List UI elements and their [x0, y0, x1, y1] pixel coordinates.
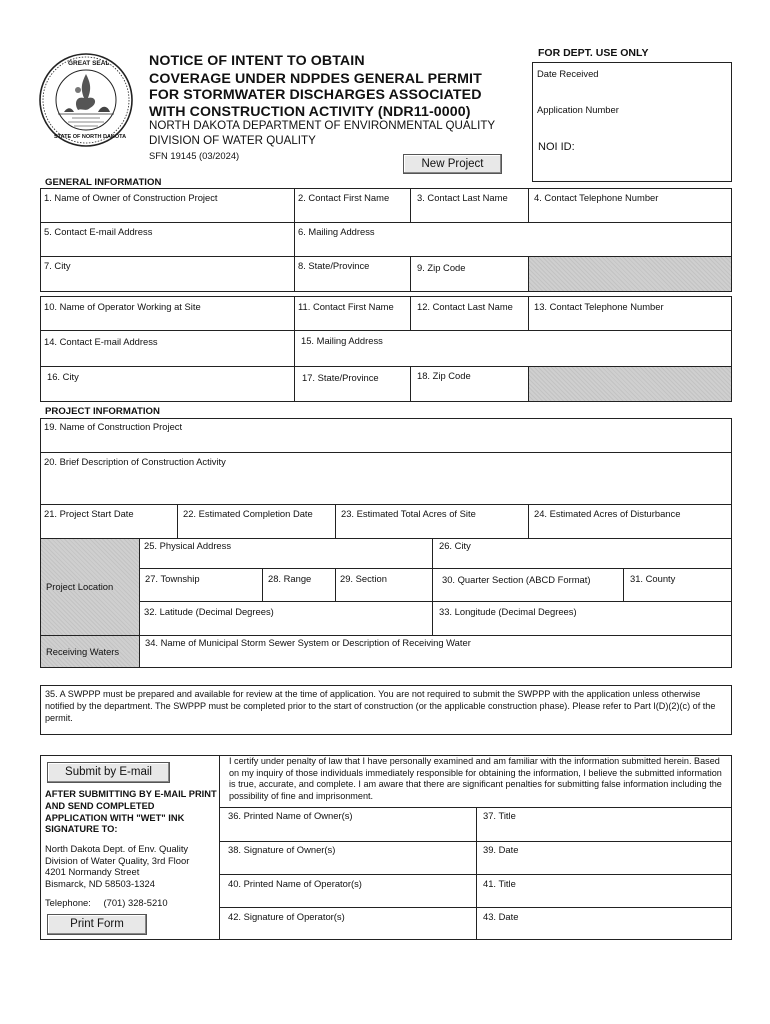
field-37-owner-title[interactable]: 37. Title	[483, 810, 516, 821]
telephone-label: Telephone:	[45, 897, 91, 908]
seal-text-top: GREAT SEAL	[68, 60, 110, 67]
telephone-line	[45, 897, 168, 909]
field-20-description[interactable]: 20. Brief Description of Construction Activity	[44, 456, 226, 467]
mail-address-line-1: North Dakota Dept. of Env. Quality	[45, 843, 189, 854]
field-27-township[interactable]: 27. Township	[145, 573, 200, 584]
field-38-owner-signature[interactable]: 38. Signature of Owner(s)	[228, 844, 336, 855]
title-line-2: COVERAGE UNDER NDPDES GENERAL PERMIT	[149, 70, 482, 87]
field-1-owner-name[interactable]: 1. Name of Owner of Construction Project	[44, 192, 218, 203]
field-21-start-date[interactable]: 21. Project Start Date	[44, 508, 134, 519]
submit-by-email-button[interactable]: Submit by E-mail	[47, 762, 170, 783]
field-24-disturbed-acres[interactable]: 24. Estimated Acres of Disturbance	[534, 508, 681, 519]
telephone-number: (701) 328-5210	[103, 897, 168, 908]
field-25-physical-address[interactable]: 25. Physical Address	[144, 540, 232, 551]
title-line-1: NOTICE OF INTENT TO OBTAIN	[149, 53, 365, 69]
field-36-owner-printed-name[interactable]: 36. Printed Name of Owner(s)	[228, 810, 353, 821]
mail-address-line-3: 4201 Normandy Street	[45, 866, 140, 878]
field-34-receiving-water[interactable]: 34. Name of Municipal Storm Sewer System or Description of Receiving Water	[145, 637, 471, 648]
field-12-last-name[interactable]: 12. Contact Last Name	[417, 301, 513, 312]
field-13-telephone[interactable]: 13. Contact Telephone Number	[534, 301, 664, 312]
mail-instruction: AFTER SUBMITTING BY E-MAIL PRINT AND SEND COMPLETED APPLICATION WITH "WET" INK SIGNATURE TO:	[45, 789, 217, 835]
swppp-note-text: 35. A SWPPP must be prepared and available for review at the time of application. You are not required to submit the SWPPP with the application unless otherwise notified by the department. The SWPPP must be completed prior to the start of construction (or the applicable construction phase). Please refer to Part I(D)(2)(c) of the permit.	[45, 689, 716, 724]
project-location-label: Project Location	[46, 581, 114, 592]
field-19-project-name[interactable]: 19. Name of Construction Project	[44, 421, 183, 432]
field-8-state[interactable]: 8. State/Province	[298, 260, 370, 271]
field-39-owner-date[interactable]: 39. Date	[483, 844, 519, 855]
field-28-range[interactable]: 28. Range	[268, 573, 312, 584]
field-29-section[interactable]: 29. Section	[340, 573, 387, 584]
noi-id-label: NOI ID:	[538, 141, 575, 153]
field-10-operator-name[interactable]: 10. Name of Operator Working at Site	[44, 301, 201, 312]
field-3-last-name[interactable]: 3. Contact Last Name	[417, 192, 508, 203]
general-info-heading: GENERAL INFORMATION	[45, 177, 162, 188]
application-number-label: Application Number	[537, 104, 619, 115]
field-42-operator-signature[interactable]: 42. Signature of Operator(s)	[228, 911, 345, 922]
field-4-telephone[interactable]: 4. Contact Telephone Number	[534, 192, 659, 203]
seal-text-bottom: STATE OF NORTH DAKOTA	[54, 134, 127, 140]
field-6-mailing-address[interactable]: 6. Mailing Address	[298, 226, 375, 237]
mail-address-line-2: Division of Water Quality, 3rd Floor	[45, 854, 190, 866]
field-43-operator-date[interactable]: 43. Date	[483, 911, 519, 922]
title-line-4: WITH CONSTRUCTION ACTIVITY (NDR11-0000)	[149, 103, 471, 120]
new-project-button[interactable]: New Project	[403, 154, 502, 174]
field-31-county[interactable]: 31. County	[630, 573, 676, 584]
field-30-quarter-section[interactable]: 30. Quarter Section (ABCD Format)	[442, 574, 591, 585]
field-26-city[interactable]: 26. City	[439, 540, 471, 551]
division-name: DIVISION OF WATER QUALITY	[149, 134, 316, 147]
field-22-completion-date[interactable]: 22. Estimated Completion Date	[183, 508, 313, 519]
field-41-operator-title[interactable]: 41. Title	[483, 878, 516, 889]
print-form-button[interactable]: Print Form	[47, 914, 147, 935]
field-9-zip[interactable]: 9. Zip Code	[417, 262, 466, 273]
field-5-email[interactable]: 5. Contact E-mail Address	[44, 226, 153, 237]
field-16-city[interactable]: 16. City	[47, 371, 79, 382]
mailing-address-block	[45, 843, 189, 889]
field-14-email[interactable]: 14. Contact E-mail Address	[44, 336, 158, 347]
field-40-operator-printed-name[interactable]: 40. Printed Name of Operator(s)	[228, 878, 362, 889]
field-15-mailing-address[interactable]: 15. Mailing Address	[301, 335, 383, 346]
state-seal	[38, 52, 134, 148]
dept-use-heading: FOR DEPT. USE ONLY	[538, 47, 649, 59]
gray-fill-9	[529, 257, 731, 291]
receiving-waters-label: Receiving Waters	[46, 646, 120, 657]
form-title	[149, 54, 482, 120]
field-2-first-name[interactable]: 2. Contact First Name	[298, 192, 390, 203]
field-23-total-acres[interactable]: 23. Estimated Total Acres of Site	[341, 508, 476, 519]
agency-name: NORTH DAKOTA DEPARTMENT OF ENVIRONMENTAL QUALITY	[149, 119, 496, 132]
title-line-3: FOR STORMWATER DISCHARGES ASSOCIATED	[149, 87, 482, 103]
field-32-latitude[interactable]: 32. Latitude (Decimal Degrees)	[144, 606, 274, 617]
field-18-zip[interactable]: 18. Zip Code	[417, 370, 471, 381]
project-info-heading: PROJECT INFORMATION	[45, 406, 160, 417]
field-11-first-name[interactable]: 11. Contact First Name	[298, 301, 394, 312]
date-received-label: Date Received	[537, 68, 599, 79]
certification-text: I certify under penalty of law that I have personally examined and am familiar with the information submitted herein. Based on my inquiry of those individuals immediately responsible for obtaining the information, I believe the submitted information is true, accurate, and complete. I am aware that there are significant penalties for submitting false information including the possibility of fine and imprisonment.	[229, 756, 722, 801]
form-number: SFN 19145 (03/2024)	[149, 150, 240, 161]
field-17-state[interactable]: 17. State/Province	[302, 372, 379, 383]
field-33-longitude[interactable]: 33. Longitude (Decimal Degrees)	[439, 606, 577, 617]
gray-fill-18	[529, 367, 731, 401]
field-7-city[interactable]: 7. City	[44, 260, 71, 271]
mail-address-line-4: Bismarck, ND 58503-1324	[45, 877, 155, 889]
